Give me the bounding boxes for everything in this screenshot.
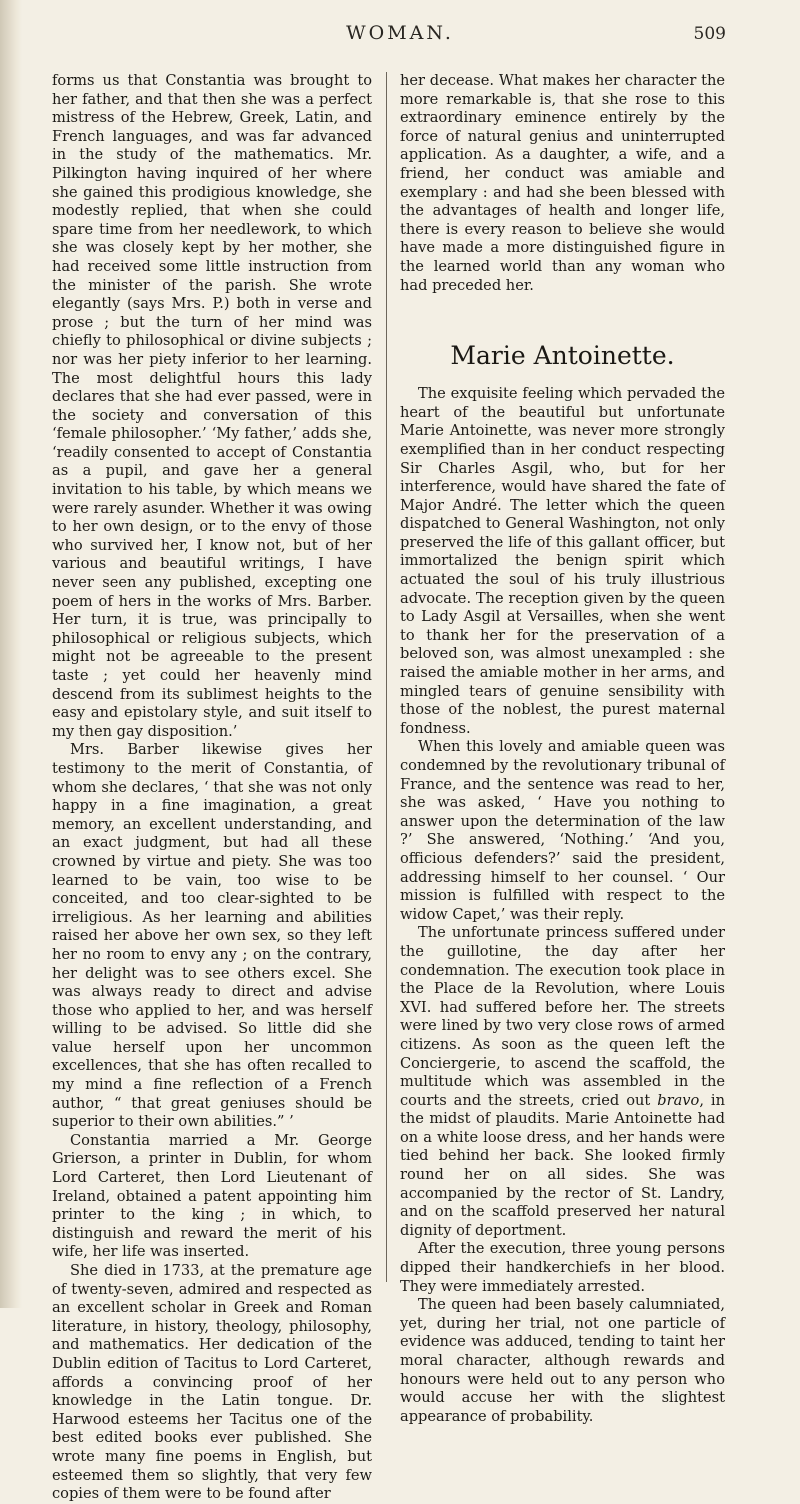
paragraph <box>400 924 725 1240</box>
paragraph: The queen had been basely calumniated, yet, during her trial, not one particle of evidence was adduced, tending to taint her moral character, although rewards and honours were held out to any person who would accuse her with the slightest appearance of probability. <box>400 1296 725 1425</box>
page-binding-edge <box>0 0 22 1308</box>
right-column <box>400 72 725 1426</box>
paragraph: Mrs. Barber likewise gives her testimony to the merit of Constantia, of whom she declares, ‘ that she was not only happy in a fine imagination, a great memory, an excellent understanding, and an exact judgment, but had all these crowned by virtue and piety. She was too learned to be vain, too wise to be conceited, and too clear-sighted to be irreligious. As her learning and abilities raised her above her own sex, so they left her no room to envy any ; on the contrary, her delight was to see others excel. She was always ready to direct and advise those who applied to her, and was herself willing to be advised. So little did she value herself upon her uncommon excellences, that she has often recalled to my mind a fine reflection of a French author, “ that great geniuses should be superior to their own abilities.” ’ <box>52 741 372 1131</box>
paragraph: Constantia married a Mr. George Grierson, a printer in Dublin, for whom Lord Carteret, then Lord Lieutenant of Ireland, obtained a patent appointing him printer to the king ; in which, to distinguish and reward the merit of his wife, her life was inserted. <box>52 1131 372 1261</box>
paragraph: When this lovely and amiable queen was condemned by the revolutionary tribunal of France, and the sentence was read to her, she was asked, ‘ Have you nothing to answer upon the determination of the law ?’ She answered, ‘Nothing.’ ‘And you, officious defenders?’ said the president, addressing himself to her counsel. ‘ Our mission is fulfilled with respect to the widow Capet,’ was their reply. <box>400 738 725 923</box>
section-title: Marie Antoinette. <box>450 341 675 371</box>
paragraph-text: The unfortunate princess suffered under the guillotine, the day after her condemnation. The execution took place in the Place de la Revolution, where Louis XVI. had suffered before her. The streets were lined by two very close rows of armed citizens. As soon as the queen left the Conciergerie, to ascend the scaffold, the multitude which was assembled in the courts and the streets, cried out <box>400 924 725 1109</box>
page-number: 509 <box>693 24 726 44</box>
left-column <box>52 72 372 1504</box>
page-header <box>0 22 800 52</box>
paragraph: She died in 1733, at the premature age of twenty-seven, admired and respected as an excellent scholar in Greek and Roman literature, in history, theology, philosophy, and mathematics. Her dedication of the Dublin edition of Tacitus to Lord Carteret, affords a convincing proof of her knowledge in the Latin tongue. Dr. Harwood esteems her Tacitus one of the best edited books ever published. She wrote many fine poems in English, but esteemed them so slightly, that very few copies of them were to be found after <box>52 1262 372 1503</box>
italic-word: bravo <box>657 1091 700 1109</box>
paragraph-text: , in the midst of plaudits. Marie Antoinette had on a white loose dress, and her hands were tied behind her back. She looked firmly round her on all sides. She was accompanied by the rector of St. Landry, and on the scaffold preserved her natural dignity of deportment. <box>400 1091 725 1239</box>
column-divider <box>386 72 387 1282</box>
paragraph: forms us that Constantia was brought to her father, and that then she was a perfect mistress of the Hebrew, Greek, Latin, and French languages, and was far advanced in the study of the mathematics. Mr. Pilkington having inquired of her where she gained this prodigious knowledge, she modestly replied, that when she could spare time from her needlework, to which she was closely kept by her mother, she had received some little instruction from the minister of the parish. She wrote elegantly (says Mrs. P.) both in verse and prose ; but the turn of her mind was chiefly to philosophical or divine subjects ; nor was her piety inferior to her learning. The most delightful hours this lady declares that she had ever passed, were in the society and conversation of this ‘female philosopher.’ ‘My father,’ adds she, ‘readily consented to accept of Constantia as a pupil, and gave her a general invitation to his table, by which means we were rarely asunder. Whether it was owing to her own design, or to the envy of those who survived her, I know not, but of her various and beautiful writings, I have never seen any published, excepting one poem of hers in the works of Mrs. Barber. Her turn, it is true, was principally to philosophical or religious subjects, which might not be agreeable to the present taste ; yet could her heavenly mind descend from its sublimest heights to the easy and epistolary style, and suit itself to my then gay disposition.’ <box>52 72 372 740</box>
paragraph-continuation: her decease. What makes her character the more remarkable is, that she rose to this extraordinary eminence entirely by the force of natural genius and uninterrupted application. As a daughter, a wife, and a friend, her conduct was amiable and exemplary : and had she been blessed with the advantages of health and longer life, there is every reason to believe she would have made a more distinguished figure in the learned world than any woman who had preceded her. <box>400 72 725 294</box>
paragraph: After the execution, three young persons dipped their handkerchiefs in her blood. They were immediately arrested. <box>400 1240 725 1295</box>
paragraph: The exquisite feeling which pervaded the heart of the beautiful but unfortunate Marie Antoinette, was never more strongly exemplified than in her conduct respecting Sir Charles Asgil, who, but for her interference, would have shared the fate of Major André. The letter which the queen dispatched to General Washington, not only preserved the life of this gallant officer, but immortalized the benign spirit which actuated the soul of his truly illustrious advocate. The reception given by the queen to Lady Asgil at Versailles, when she went to thank her for the preservation of a beloved son, was almost unexampled : she raised the amiable mother in her arms, and mingled tears of genuine sensibility with those of the noblest, the purest maternal fondness. <box>400 385 725 737</box>
running-head: WOMAN. <box>346 22 454 44</box>
